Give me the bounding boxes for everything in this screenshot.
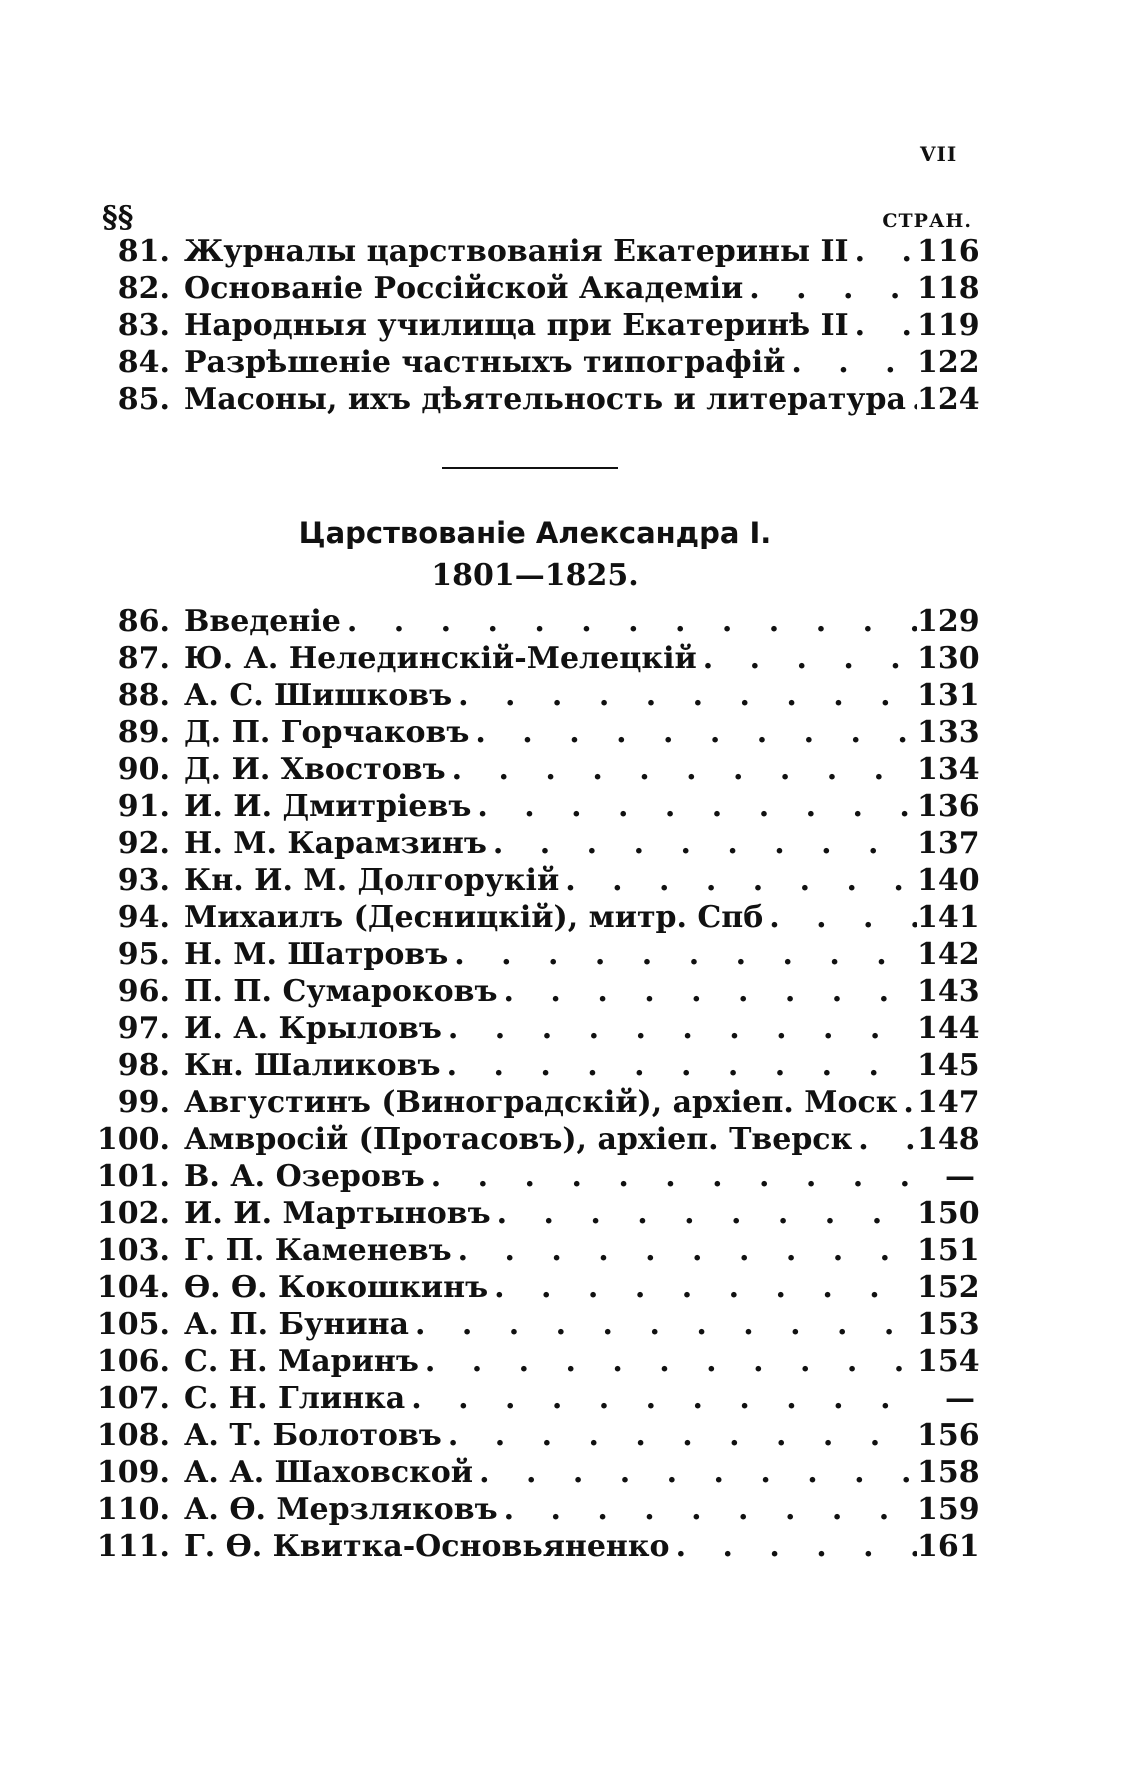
entry-number: 82. <box>117 271 170 306</box>
entry-title: И. И. Дмитріевъ <box>184 789 472 824</box>
entry-page: 133 <box>917 715 980 750</box>
entry-number: 88. <box>117 678 170 713</box>
toc-entry <box>70 1454 980 1491</box>
entry-title: Г. П. Каменевъ <box>184 1233 452 1268</box>
dot-leader <box>415 1306 917 1343</box>
entry-title: А. А. Шаховской <box>184 1455 474 1490</box>
entry-number: 107. <box>96 1381 170 1416</box>
entry-number: 98. <box>117 1048 170 1083</box>
entry-page: 134 <box>917 752 980 787</box>
entry-title: Основаніе Россійской Академіи <box>184 271 744 306</box>
toc-entry <box>70 973 980 1010</box>
dot-leader <box>903 1084 917 1121</box>
toc-entry <box>70 788 980 825</box>
entry-page: 153 <box>917 1307 980 1342</box>
entry-number: 96. <box>117 974 170 1009</box>
entry-number: 92. <box>117 826 170 861</box>
dot-leader <box>425 1343 917 1380</box>
entry-number: 84. <box>117 345 170 380</box>
dot-leader <box>479 1454 917 1491</box>
entry-title: Кн. И. М. Долгорукій <box>184 863 560 898</box>
toc-entry <box>70 307 980 344</box>
entry-title: Д. П. Горчаковъ <box>184 715 470 750</box>
dot-leader <box>565 862 917 899</box>
entry-page: 118 <box>917 271 980 306</box>
entry-title: Н. М. Шатровъ <box>184 937 449 972</box>
toc-list-alexander <box>70 603 980 1565</box>
entry-title: А. П. Бунина <box>184 1307 409 1342</box>
dot-leader <box>855 233 917 270</box>
dot-leader <box>447 1047 917 1084</box>
entry-page: 159 <box>917 1492 980 1527</box>
entry-page: 119 <box>917 308 980 343</box>
entry-title: А. Т. Болотовъ <box>184 1418 442 1453</box>
entry-title: В. А. Озеровъ <box>184 1159 425 1194</box>
entry-page: 154 <box>917 1344 980 1379</box>
toc-entry <box>70 270 980 307</box>
entry-title: Ю. А. Нелединскій-Мелецкій <box>184 641 697 676</box>
page-number: VII <box>920 142 958 166</box>
dot-leader <box>855 307 917 344</box>
entry-title: Августинъ (Виноградскій), архіеп. Моск <box>184 1085 898 1120</box>
dot-leader <box>769 899 917 936</box>
toc-entry <box>70 825 980 862</box>
entry-page: 148 <box>917 1122 980 1157</box>
page-column-header: СТРАН. <box>882 210 972 232</box>
entry-page: 142 <box>917 937 980 972</box>
entry-number: 104. <box>96 1270 170 1305</box>
toc-entry <box>70 1121 980 1158</box>
entry-page: 152 <box>917 1270 980 1305</box>
entry-title: Народныя училища при Екатеринѣ II <box>184 308 849 343</box>
toc-entry <box>70 1158 975 1195</box>
entry-page: 147 <box>917 1085 980 1120</box>
section-heading: Царствованіе Александра I. <box>298 516 772 550</box>
entry-page: 156 <box>917 1418 980 1453</box>
toc-entry <box>70 1343 980 1380</box>
entry-page: 129 <box>917 604 980 639</box>
entry-title: Амвросій (Протасовъ), архіеп. Тверск <box>184 1122 853 1157</box>
dot-leader <box>452 751 917 788</box>
toc-entry <box>70 677 980 714</box>
toc-entry <box>70 1491 980 1528</box>
entry-number: 81. <box>117 234 170 269</box>
entry-page: 143 <box>917 974 980 1009</box>
entry-page: — <box>945 1159 975 1194</box>
toc-entry <box>70 1232 980 1269</box>
entry-number: 108. <box>96 1418 170 1453</box>
entry-number: 83. <box>117 308 170 343</box>
entry-number: 101. <box>96 1159 170 1194</box>
entry-number: 97. <box>117 1011 170 1046</box>
entry-page: 141 <box>917 900 980 935</box>
entry-number: 109. <box>96 1455 170 1490</box>
toc-entry <box>70 862 980 899</box>
entry-page: 130 <box>917 641 980 676</box>
entry-number: 103. <box>96 1233 170 1268</box>
entry-title: С. Н. Глинка <box>184 1381 406 1416</box>
entry-number: 94. <box>117 900 170 935</box>
dot-leader <box>448 1010 917 1047</box>
entry-number: 110. <box>96 1492 170 1527</box>
entry-page: 144 <box>917 1011 980 1046</box>
entry-title: Ѳ. Ѳ. Кокошкинъ <box>184 1270 489 1305</box>
toc-entry <box>70 344 980 381</box>
entry-page: 137 <box>917 826 980 861</box>
toc-list-catherine <box>70 233 980 418</box>
toc-entry <box>70 1047 980 1084</box>
entry-number: 89. <box>117 715 170 750</box>
entry-number: 105. <box>96 1307 170 1342</box>
toc-entry <box>70 1528 980 1565</box>
entry-number: 87. <box>117 641 170 676</box>
dot-leader <box>703 640 917 677</box>
entry-title: А. Ѳ. Мерзляковъ <box>184 1492 498 1527</box>
dot-leader <box>475 714 917 751</box>
dot-leader <box>431 1158 917 1195</box>
entry-title: Д. И. Хвостовъ <box>184 752 446 787</box>
dot-leader <box>749 270 917 307</box>
entry-page: 124 <box>917 382 980 417</box>
entry-page: — <box>945 1381 975 1416</box>
entry-number: 95. <box>117 937 170 972</box>
toc-entry <box>70 899 980 936</box>
dot-leader <box>458 677 917 714</box>
entry-page: 150 <box>917 1196 980 1231</box>
entry-page: 122 <box>917 345 980 380</box>
toc-entry <box>70 1084 980 1121</box>
toc-entry <box>70 233 980 270</box>
entry-page: 161 <box>917 1529 980 1564</box>
toc-entry <box>70 1417 980 1454</box>
entry-number: 100. <box>96 1122 170 1157</box>
dot-leader <box>791 344 917 381</box>
section-symbol-header: §§ <box>102 200 134 235</box>
toc-entry <box>70 751 980 788</box>
entry-title: Михаилъ (Десницкій), митр. Спб <box>184 900 764 935</box>
entry-title: Н. М. Карамзинъ <box>184 826 487 861</box>
entry-title: Введеніе <box>184 604 341 639</box>
entry-page: 151 <box>917 1233 980 1268</box>
entry-number: 111. <box>96 1529 170 1564</box>
entry-page: 131 <box>917 678 980 713</box>
toc-entry <box>70 1010 980 1047</box>
dot-leader <box>504 1491 917 1528</box>
toc-entry <box>70 1306 980 1343</box>
dot-leader <box>411 1380 917 1417</box>
toc-entry <box>70 936 980 973</box>
dot-leader <box>477 788 917 825</box>
entry-page: 116 <box>917 234 980 269</box>
dot-leader <box>493 825 917 862</box>
entry-number: 91. <box>117 789 170 824</box>
section-divider <box>442 467 618 469</box>
entry-number: 86. <box>117 604 170 639</box>
entry-number: 99. <box>117 1085 170 1120</box>
entry-title: И. А. Крыловъ <box>184 1011 442 1046</box>
dot-leader <box>458 1232 917 1269</box>
entry-page: 140 <box>917 863 980 898</box>
dot-leader <box>858 1121 917 1158</box>
entry-title: С. Н. Маринъ <box>184 1344 419 1379</box>
entry-title: П. П. Сумароковъ <box>184 974 498 1009</box>
entry-title: Масоны, ихъ дѣятельность и литература <box>184 382 906 417</box>
entry-title: Г. Ѳ. Квитка-Основьяненко <box>184 1529 670 1564</box>
toc-entry <box>70 381 980 418</box>
toc-entry <box>70 1380 975 1417</box>
entry-title: Разрѣшеніе частныхъ типографій <box>184 345 786 380</box>
dot-leader <box>676 1528 917 1565</box>
dot-leader <box>497 1195 917 1232</box>
entry-title: И. И. Мартыновъ <box>184 1196 491 1231</box>
entry-title: Журналы царствованія Екатерины II <box>184 234 849 269</box>
toc-entry <box>70 714 980 751</box>
dot-leader <box>504 973 917 1010</box>
entry-number: 102. <box>96 1196 170 1231</box>
entry-number: 85. <box>117 382 170 417</box>
toc-entry <box>70 640 980 677</box>
entry-number: 106. <box>96 1344 170 1379</box>
dot-leader <box>448 1417 917 1454</box>
entry-title: Кн. Шаликовъ <box>184 1048 441 1083</box>
toc-entry <box>70 603 980 640</box>
dot-leader <box>494 1269 917 1306</box>
entry-number: 90. <box>117 752 170 787</box>
entry-page: 158 <box>917 1455 980 1490</box>
toc-header <box>102 200 972 234</box>
entry-number: 93. <box>117 863 170 898</box>
entry-title: А. С. Шишковъ <box>184 678 453 713</box>
entry-page: 145 <box>917 1048 980 1083</box>
dot-leader <box>454 936 917 973</box>
entry-page: 136 <box>917 789 980 824</box>
dot-leader <box>347 603 917 640</box>
toc-entry <box>70 1195 980 1232</box>
toc-entry <box>70 1269 980 1306</box>
section-years: 1801—1825. <box>431 558 639 593</box>
